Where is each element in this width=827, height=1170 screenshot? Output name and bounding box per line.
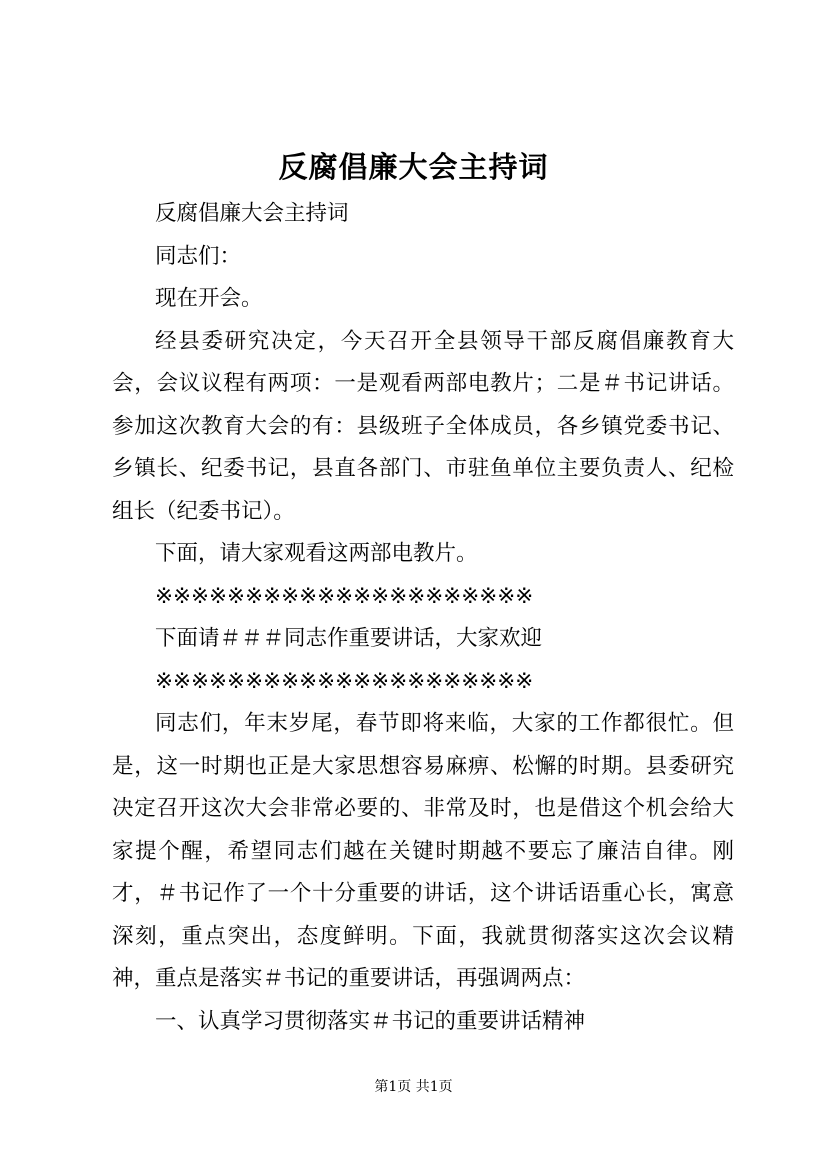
paragraph-speech-intro: 下面请＃＃＃同志作重要讲话，大家欢迎 bbox=[155, 626, 543, 651]
paragraph-greeting: 同志们： bbox=[155, 243, 242, 269]
paragraph-opening: 现在开会。 bbox=[155, 286, 263, 311]
document-body bbox=[112, 193, 734, 1043]
paragraph-video: 下面，请大家观看这两部电教片。 bbox=[155, 541, 478, 566]
paragraph-separator: ※※※※※※※※※※※※※※※※※※※※※ bbox=[155, 668, 534, 694]
paragraph-separator: ※※※※※※※※※※※※※※※※※※※※※ bbox=[155, 583, 534, 609]
paragraph-summary: 同志们，年末岁尾，春节即将来临，大家的工作都很忙。但是，这一时期也正是大家思想容易麻痹、松懈的时期。县委研究决定召开这次大会非常必要的、非常及时，也是借这个机会给大家提个醒，希望同志们越在关键时期越不要忘了廉洁自律。刚才，＃书记作了一个十分重要的讲话，这个讲话语重心长，寓意深刻，重点突出，态度鲜明。下面，我就贯彻落实这次会议精神，重点是落实＃书记的重要讲话，再强调两点： bbox=[112, 711, 734, 991]
paragraph-section-heading: 一、认真学习贯彻落实＃书记的重要讲话精神 bbox=[155, 1008, 586, 1034]
paragraph-subtitle: 反腐倡廉大会主持词 bbox=[155, 201, 349, 226]
document-title: 反腐倡廉大会主持词 bbox=[278, 150, 549, 184]
page-footer: 第1页 共1页 bbox=[374, 1079, 453, 1095]
paragraph-agenda: 经县委研究决定，今天召开全县领导干部反腐倡廉教育大会，会议议程有两项：一是观看两部电教片；二是＃书记讲话。参加这次教育大会的有：县级班子全体成员，各乡镇党委书记、乡镇长、纪委书记，县直各部门、市驻鱼单位主要负责人、纪检组长（纪委书记）。 bbox=[112, 328, 734, 524]
